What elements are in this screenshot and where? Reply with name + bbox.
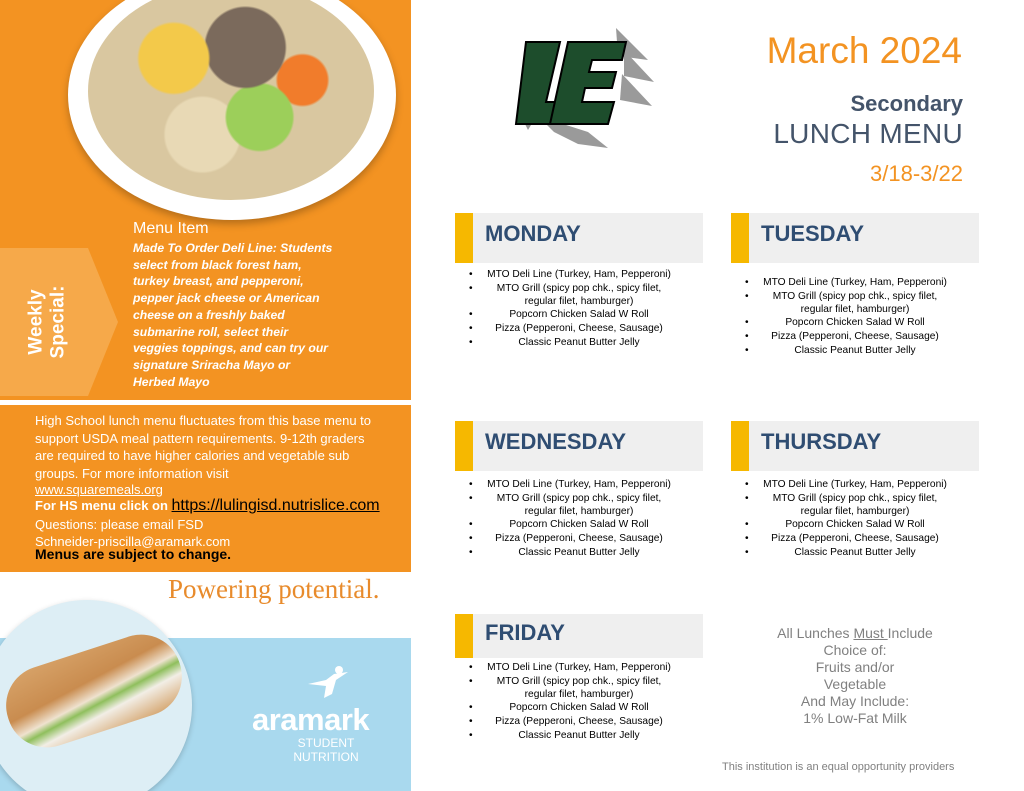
must-text: Must	[853, 625, 888, 641]
list-item: • MTO Grill (spicy pop chk., spicy filet, regular filet, hamburger)	[463, 493, 695, 519]
menu-item-description: Made To Order Deli Line: Students select from black forest ham, turkey breast, and pepperoni, pepper jack cheese or American cheese on a freshly baked submarine roll, select their veggies toppings, and can try our signature Sriracha Mayo or Herbed Mayo	[133, 241, 333, 389]
day-card-wednesday	[455, 421, 703, 561]
list-item: • Pizza (Pepperoni, Cheese, Sausage)	[463, 323, 695, 336]
list-item: • MTO Deli Line (Turkey, Ham, Pepperoni)	[463, 269, 695, 282]
hs-menu-line	[35, 497, 380, 515]
list-item: • Classic Peanut Butter Jelly	[463, 547, 695, 560]
list-item: • MTO Deli Line (Turkey, Ham, Pepperoni)	[739, 277, 971, 290]
day-name: TUESDAY	[761, 221, 865, 246]
day-menu-list	[455, 269, 703, 350]
week-dates: 3/18-3/22	[870, 161, 963, 186]
questions-contact	[35, 516, 230, 550]
list-item: • Popcorn Chicken Salad W Roll	[463, 702, 695, 715]
list-item: • Popcorn Chicken Salad W Roll	[463, 309, 695, 322]
hs-menu-label: For HS menu click on	[35, 498, 172, 513]
day-header	[455, 421, 703, 471]
day-card-monday	[455, 213, 703, 351]
day-header	[731, 421, 979, 471]
subject-to-change-note: Menus are subject to change.	[35, 546, 232, 562]
nutrislice-link[interactable]: https://lulingisd.nutrislice.com	[171, 497, 380, 514]
all-lunches-note	[740, 625, 970, 727]
day-header	[731, 213, 979, 263]
day-card-thursday	[731, 421, 979, 561]
list-item: • Pizza (Pepperoni, Cheese, Sausage)	[739, 331, 971, 344]
day-card-tuesday	[731, 213, 979, 359]
day-name: THURSDAY	[761, 429, 882, 454]
list-item: • MTO Grill (spicy pop chk., spicy filet, regular filet, hamburger)	[463, 283, 695, 309]
all-lunches-line1	[740, 625, 970, 642]
list-item: • Popcorn Chicken Salad W Roll	[463, 519, 695, 532]
all-lunches-line3: Fruits and/or	[815, 659, 895, 675]
secondary-label: Secondary	[850, 91, 963, 116]
questions-line: Questions: please email FSD	[35, 517, 204, 532]
all-lunches-text: All Lunches	[777, 625, 854, 641]
day-name: WEDNESDAY	[485, 429, 626, 454]
day-card-friday	[455, 614, 703, 744]
squaremeals-link[interactable]: www.squaremeals.org	[35, 482, 163, 497]
lunch-menu-title: LUNCH MENU	[773, 118, 963, 149]
list-item: • Pizza (Pepperoni, Cheese, Sausage)	[463, 533, 695, 546]
info-text: High School lunch menu fluctuates from this base menu to support USDA meal pattern requirements. 9-12th graders are required to have higher calories and vegetable sub groups. For more information visit	[35, 413, 372, 481]
list-item: • MTO Grill (spicy pop chk., spicy filet, regular filet, hamburger)	[739, 493, 971, 519]
day-menu-list	[731, 479, 979, 560]
month-title: March 2024	[766, 30, 962, 71]
all-lunches-line6: 1% Low-Fat Milk	[803, 710, 907, 726]
list-item: • Popcorn Chicken Salad W Roll	[739, 317, 971, 330]
eagle-le-logo	[498, 20, 656, 160]
left-column	[0, 0, 411, 791]
list-item: • MTO Deli Line (Turkey, Ham, Pepperoni)	[463, 662, 695, 675]
all-lunches-line2: Choice of:	[823, 642, 887, 658]
day-name: FRIDAY	[485, 620, 565, 645]
list-item: • MTO Grill (spicy pop chk., spicy filet, regular filet, hamburger)	[739, 291, 971, 317]
list-item: • Classic Peanut Butter Jelly	[463, 337, 695, 350]
list-item: • Classic Peanut Butter Jelly	[463, 730, 695, 743]
all-lunches-line5: And May Include:	[800, 693, 910, 709]
all-lunches-line4: Vegetable	[823, 676, 887, 692]
contact-email: Schneider-priscilla@aramark.com	[35, 534, 231, 549]
list-item: • MTO Deli Line (Turkey, Ham, Pepperoni)	[739, 479, 971, 492]
day-menu-list	[455, 662, 703, 743]
list-item: • Pizza (Pepperoni, Cheese, Sausage)	[463, 716, 695, 729]
student-nutrition-label: STUDENT NUTRITION	[293, 736, 359, 764]
day-name: MONDAY	[485, 221, 581, 246]
equal-opportunity-statement: This institution is an equal opportunity providers	[722, 761, 955, 773]
list-item: • Classic Peanut Butter Jelly	[739, 547, 971, 560]
list-item: • Classic Peanut Butter Jelly	[739, 345, 971, 358]
weekly-special-label: Weekly Special:	[25, 285, 68, 359]
list-item: • Pizza (Pepperoni, Cheese, Sausage)	[739, 533, 971, 546]
aramark-star-person-icon	[304, 664, 350, 700]
list-item: • MTO Deli Line (Turkey, Ham, Pepperoni)	[463, 479, 695, 492]
include-text: Include	[887, 625, 933, 641]
day-header	[455, 614, 703, 658]
menu-item-title: Menu Item	[133, 220, 209, 237]
list-item: • MTO Grill (spicy pop chk., spicy filet, regular filet, hamburger)	[463, 676, 695, 702]
day-header	[455, 213, 703, 263]
powering-potential-tagline: Powering potential.	[168, 574, 380, 604]
day-menu-list	[731, 277, 979, 358]
day-menu-list	[455, 479, 703, 560]
list-item: • Popcorn Chicken Salad W Roll	[739, 519, 971, 532]
aramark-wordmark: aramark	[252, 702, 370, 737]
aramark-logo	[252, 662, 392, 772]
